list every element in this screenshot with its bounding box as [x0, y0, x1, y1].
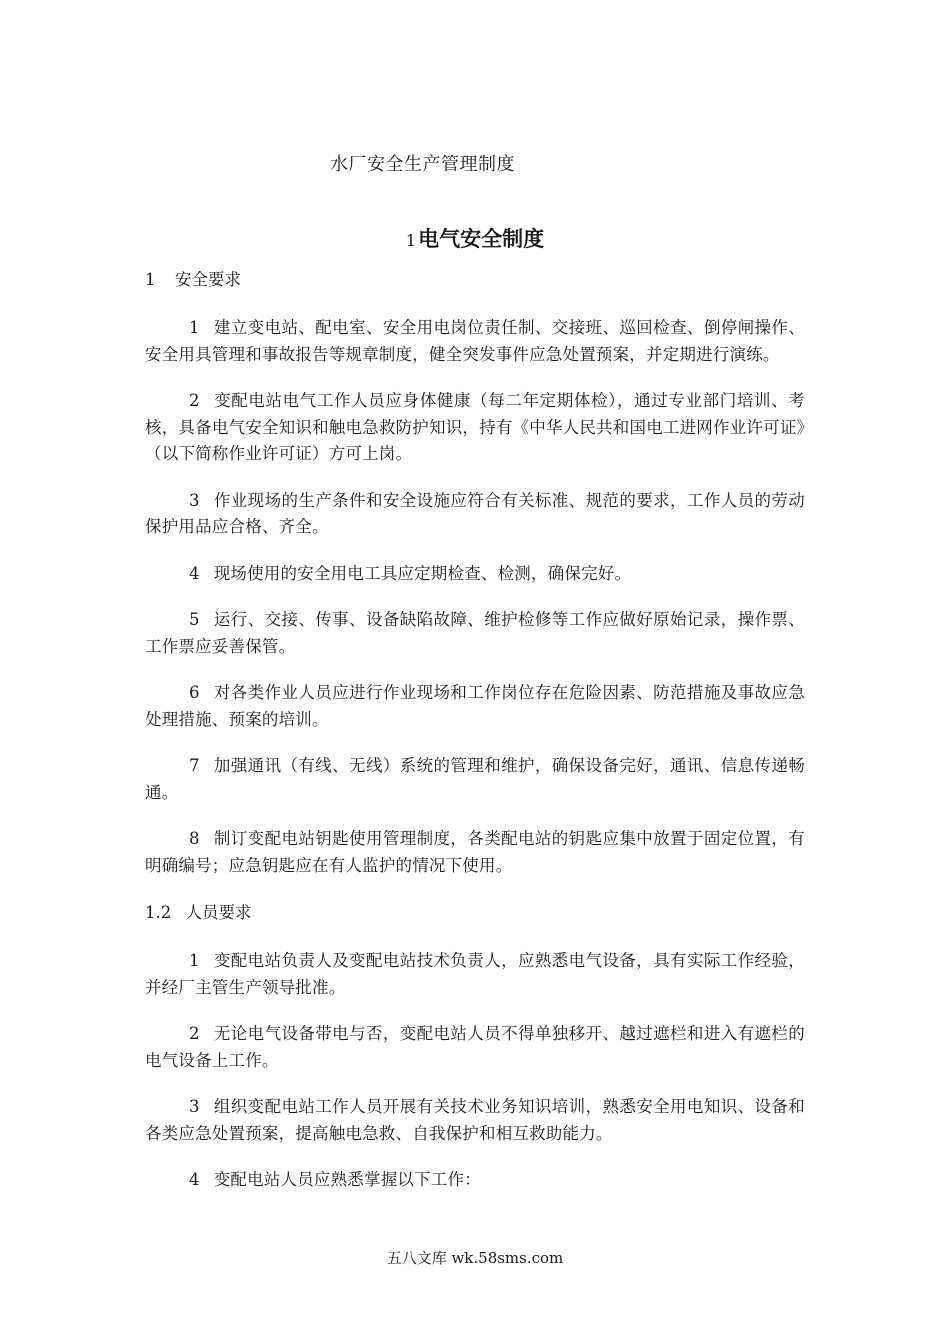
item-number: 6 [189, 683, 200, 702]
item-text: 制订变配电站钥匙使用管理制度，各类配电站的钥匙应集中放置于固定位置，有明确编号；应急钥匙应在有人监护的情况下使用。 [145, 829, 805, 875]
item-number: 7 [189, 756, 200, 775]
item-text: 变配电站负责人及变配电站技术负责人，应熟悉电气设备，具有实际工作经验，并经厂主管生产领导批准。 [145, 951, 805, 997]
list-item [145, 753, 805, 806]
subsection-title: 人员要求 [185, 903, 252, 922]
item-number: 5 [189, 610, 200, 629]
section-number: 1 [405, 231, 417, 250]
section-title-text: 电气安全制度 [418, 226, 545, 251]
item-text: 变配电站电气工作人员应身体健康（每二年定期体检），通过专业部门培训、考核，具备电气安全知识和触电急救防护知识，持有《中华人民共和国电工进网作业许可证》（以下简称作业许可证）方可上岗。 [145, 391, 805, 463]
list-item [145, 561, 805, 588]
item-number: 1 [189, 951, 200, 970]
subsection-number: 1 [145, 270, 156, 289]
item-number: 2 [189, 391, 200, 410]
subsection-title: 安全要求 [175, 270, 241, 289]
item-number: 2 [189, 1024, 200, 1043]
list-item [145, 315, 805, 368]
item-text: 运行、交接、传事、设备缺陷故障、维护检修等工作应做好原始记录，操作票、工作票应妥善保管。 [145, 610, 805, 656]
list-item [145, 1167, 805, 1194]
list-item [145, 826, 805, 879]
item-number: 3 [189, 1097, 200, 1116]
item-number: 8 [189, 829, 200, 848]
item-text: 对各类作业人员应进行作业现场和工作岗位存在危险因素、防范措施及事故应急处理措施、预案的培训。 [145, 683, 805, 729]
list-item [145, 1021, 805, 1074]
item-number: 4 [189, 563, 200, 583]
list-item [145, 607, 805, 660]
subsection-heading [145, 899, 805, 927]
item-text: 现场使用的安全用电工具应定期检查、检测，确保完好。 [213, 563, 632, 583]
document-title: 水厂安全生产管理制度 [330, 154, 515, 175]
list-item [145, 948, 805, 1001]
list-item [145, 680, 805, 733]
item-text: 加强通讯（有线、无线）系统的管理和维护，确保设备完好，通讯、信息传递畅通。 [145, 756, 805, 802]
subsection-number: 1.2 [145, 903, 172, 922]
item-number: 3 [189, 490, 200, 510]
page-footer: 五八文库 wk.58sms.com [386, 1249, 564, 1267]
item-text: 组织变配电站工作人员开展有关技术业务知识培训，熟悉安全用电知识、设备和各类应急处置预案，提高触电急救、自我保护和相互救助能力。 [145, 1097, 805, 1143]
item-text: 作业现场的生产条件和安全设施应符合有关标准、规范的要求，工作人员的劳动保护用品应合格、齐全。 [145, 490, 805, 536]
subsection-heading [145, 266, 805, 294]
list-item [145, 1094, 805, 1147]
document-body [145, 266, 805, 1214]
list-item [145, 488, 805, 541]
list-item [145, 388, 805, 468]
item-text: 无论电气设备带电与否，变配电站人员不得单独移开、越过遮栏和进入有遮栏的电气设备上工作。 [145, 1024, 805, 1070]
item-text: 建立变电站、配电室、安全用电岗位责任制、交接班、巡回检查、倒停闸操作、安全用具管理和事故报告等规章制度，健全突发事件应急处置预案，并定期进行演练。 [145, 318, 805, 364]
item-number: 4 [189, 1170, 200, 1189]
item-text: 变配电站人员应熟悉掌握以下工作： [213, 1170, 481, 1189]
section-title [0, 223, 950, 253]
item-number: 1 [189, 318, 200, 337]
